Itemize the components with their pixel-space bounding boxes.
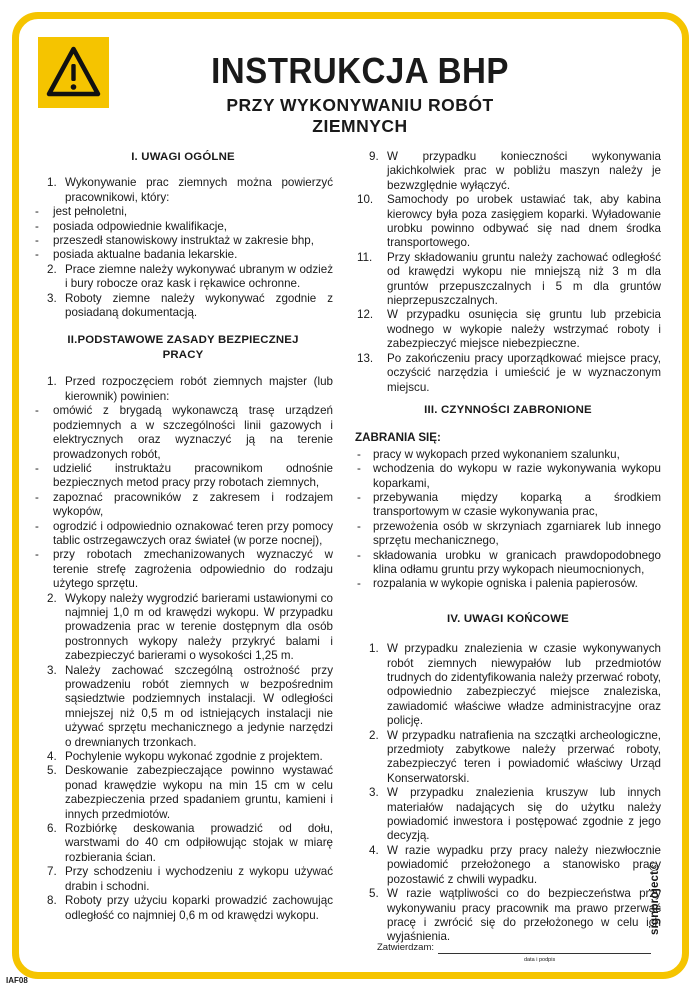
brand-mark: signproject© [649, 862, 661, 935]
list-item: - zapoznać pracowników z zakresem i rodzajem wykopów, [35, 490, 333, 519]
list-item: 4. W razie wypadku przy pracy należy niezwłocznie powiadomić przełożonego a stanowisko pracy pozostawić z chwili wypadku. [369, 843, 661, 886]
page-subtitle: PRZY WYKONYWANIU ROBÓT ZIEMNYCH [226, 95, 494, 136]
list-item: - jest pełnoletni, [35, 205, 128, 219]
list-item: 7. Przy schodzeniu i wychodzeniu z wykopu używać drabin i schodni. [47, 865, 333, 893]
forbidden-label: ZABRANIA SIĘ: [355, 431, 441, 445]
list-item: 5. Deskowanie zabezpieczające powinno wystawać ponad krawędzie wykopu na min 15 cm w celu zabezpieczenia przed spadaniem gruntu, kamieni i innych przedmiotów. [47, 764, 333, 821]
list-item: - przewożenia osób w skrzyniach zgarniarek lub innego sprzętu mechanicznego, [357, 519, 661, 548]
list-item: - wchodzenia do wykopu w razie wykonywania wykopu koparkami, [357, 462, 661, 490]
signature-line [438, 953, 651, 954]
list-item: - omówić z brygadą wykonawczą trasę urządzeń podziemnych a w szczególności linii gazowych i elektrycznych oraz wyznaczyć ją na terenie prowadzonych robót, [35, 404, 333, 461]
right-column [355, 150, 661, 945]
section-heading-general: I. UWAGI OGÓLNE [131, 151, 235, 163]
list-item: 2. Wykopy należy wygrodzić barierami ustawionymi co najmniej 1,0 m od krawędzi wykopu. W przypadku prowadzenia prac w terenie dostępnym dla osób postronnych wykopy należy przykryć balami i zabezpieczyć barierami o wysokości 1,25 m. [47, 591, 333, 663]
list-item: - udzielić instruktażu pracownikom odnośnie bezpiecznych metod pracy przy robotach ziemnych, [35, 461, 333, 490]
list-item: 13. Po zakończeniu pracy uporządkować miejsce pracy, oczyścić narzędzia i umieścić je w wyznaczonym miejscu. [357, 351, 661, 394]
list-item: - przeszedł stanowiskowy instruktaż w zakresie bhp, [35, 234, 314, 248]
page-title: INSTRUKCJA BHP [211, 50, 509, 91]
list-item: - składowania urobku w granicach prawdopodobnego klina odłamu gruntu przy wykopach nieumocnionych, [357, 548, 661, 576]
list-item: - posiada aktualne badania lekarskie. [35, 248, 238, 262]
list-item: - pracy w wykopach przed wykonaniem szalunku, [357, 447, 620, 461]
list-item: 9. W przypadku konieczności wykonywania jakichkolwiek prac w pobliżu maszyn należy je bezwzględnie wyłączyć. [369, 150, 661, 192]
warning-sign [38, 37, 109, 108]
list-item: - przebywania między koparką a środkiem transportowym w czasie wykonywania prac, [357, 490, 661, 519]
list-item: 1. Przed rozpoczęciem robót ziemnych majster (lub kierownik) powinien: [47, 375, 333, 403]
list-item: 4. Pochylenie wykopu wykonać zgodnie z projektem. [47, 750, 323, 764]
forbidden-list [355, 448, 661, 592]
product-code: IAF08 [6, 976, 28, 985]
list-item: 3. Należy zachować szczególną ostrożność przy prowadzeniu robót ziemnych w bezpośrednim sąsiedztwie podziemnych instalacji. W odległości mniejszej niż 0,5 m od istniejących instalacji nie używać sprzętu mechanicznego a jedynie narzędzi o drewnianych trzonkach. [47, 663, 333, 749]
section-heading-final: IV. UWAGI KOŃCOWE [447, 612, 569, 625]
list-item: 2. Prace ziemne należy wykonywać ubranym w odzież i bury robocze oraz kask i rękawice ochronne. [47, 262, 333, 291]
approve-label: Zatwierdzam: [377, 942, 435, 953]
list-item: 8. Roboty przy użyciu koparki prowadzić zachowując odległość co najmniej 0,6 m od krawędzi wykopu. [47, 894, 333, 922]
list-item: 12. W przypadku osunięcia się gruntu lub przebicia wodnego w wykopie należy wstrzymać roboty i zabezpieczyć miejsce niebezpieczne. [357, 308, 661, 351]
list-item: 11. Przy składowaniu gruntu należy zachować odległość od krawędzi wykopu nie mniejszą niż 3 m dla gruntów przepuszczalnych i 5 m dla gruntów nieprzepuszczalnych. [357, 250, 661, 308]
list-item: - rozpalania w wykopie ogniska i palenia papierosów. [357, 577, 638, 591]
list-item: 1. Wykonywanie prac ziemnych można powierzyć pracownikowi, który: [47, 176, 333, 204]
signature-note: data i podpis [524, 957, 556, 963]
left-column [33, 150, 333, 923]
list-item: 3. Roboty ziemne należy wykonywać zgodnie z posiadaną dokumentacją. [47, 291, 333, 320]
list-item: 2. W przypadku natrafienia na szczątki archeologiczne, przedmioty zabytkowe należy przerwać roboty, zabezpieczyć teren i powiadomić właściwy Urząd Konserwatorski. [369, 728, 661, 785]
list-item: - posiada odpowiednie kwalifikacje, [35, 219, 228, 233]
section-heading-forbidden: III. CZYNNOŚCI ZABRONIONE [424, 403, 592, 416]
list-item: 6. Rozbiórkę deskowania prowadzić od dołu, warstwami do 40 cm odpiłowując stojak w miarę rozbierania ścian. [47, 822, 333, 864]
list-item: 3. W przypadku znalezienia kruszyw lub innych materiałów nadających się do użytku należy powiadomić inwestora i postępować zgodnie z jego decyzją. [369, 786, 661, 843]
list-item: - przy robotach zmechanizowanych wyznaczyć w terenie strefę zagrożenia odpowiednio do rodzaju użytego sprzętu. [35, 548, 333, 591]
list-item: 1. W przypadku znalezienia w czasie wykonywanych robót ziemnych niewypałów lub przedmiotów trudnych do zidentyfikowania należy przerwać roboty, odpowiednio zabezpieczyć miejsce znaleziska, zawiadomić właściwe władze administracyjne oraz policję. [369, 642, 661, 728]
list-item: - ogrodzić i odpowiednio oznakować teren przy pomocy tablic ostrzegawczych oraz świateł (w porze nocnej), [35, 519, 333, 547]
list-item: 10. Samochody po urobek ustawiać tak, aby kabina kierowcy była poza zasięgiem koparki. Wyładowanie urobku powinno odbywać się nad dnem środka transportowego. [357, 193, 661, 250]
warning-triangle-icon [38, 37, 109, 108]
section-heading-basic-rules: II.PODSTAWOWE ZASADY BEZPIECZNEJ PRACY [67, 334, 299, 362]
list-item: 5. W razie wątpliwości co do bezpieczeństwa przy wykonywaniu pracy pracownik ma prawo przerwać pracę i zwrócić się do przełożonego w celu ich wyjaśnienia. [369, 887, 661, 944]
